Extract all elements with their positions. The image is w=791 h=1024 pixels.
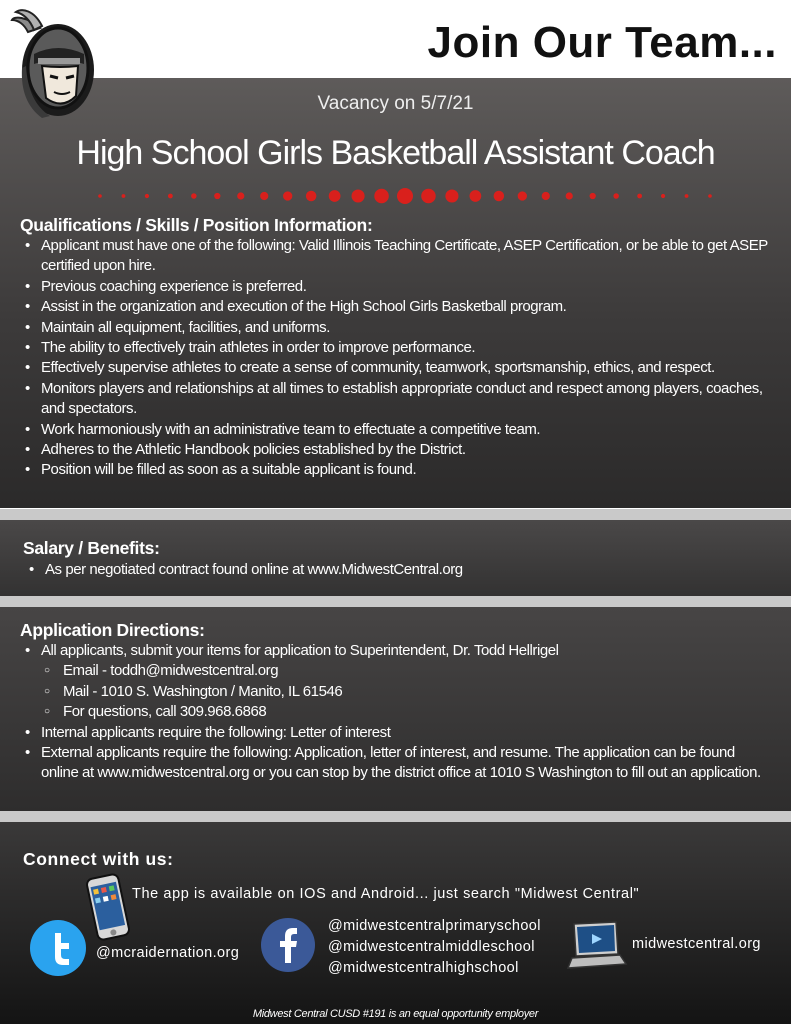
header: [0, 0, 791, 78]
list-item: • The ability to effectively train athletes in order to improve performance.: [20, 338, 770, 358]
list-item: • Position will be filled as soon as a suitable applicant is found.: [20, 460, 770, 480]
facebook-link[interactable]: [260, 917, 316, 973]
divider-dot: [518, 191, 527, 200]
list-item: • Internal applicants require the following: Letter of interest: [20, 723, 770, 743]
divider-dot: [168, 194, 173, 199]
divider-dot: [708, 194, 712, 198]
divider-dot: [566, 192, 573, 199]
divider-dot: [445, 189, 458, 202]
application-list: [20, 641, 770, 784]
list-item: • All applicants, submit your items for application to Superintendent, Dr. Todd Hellrigel: [20, 641, 770, 661]
email-contact: ○ Email - toddh@midwestcentral.org: [20, 661, 770, 681]
divider-dot: [306, 191, 316, 201]
divider-dot: [542, 192, 550, 200]
laptop-icon: [564, 920, 628, 972]
divider-dot: [661, 194, 665, 198]
page-title: Join Our Team...: [427, 18, 777, 67]
website-link[interactable]: midwestcentral.org: [632, 936, 761, 952]
footer-text: Midwest Central CUSD #191 is an equal opportunity employer: [252, 1008, 539, 1020]
divider-dot: [237, 192, 244, 199]
divider-dot: [122, 194, 126, 198]
facebook-handles: [328, 916, 541, 979]
divider-dot: [352, 189, 365, 202]
divider-dot: [470, 190, 482, 202]
section-divider: [0, 596, 791, 607]
phone-contact: ○ For questions, call 309.968.6868: [20, 702, 770, 722]
divider-dot: [98, 194, 102, 198]
divider-dot: [260, 192, 268, 200]
qualifications-heading: Qualifications / Skills / Position Information:: [20, 215, 373, 235]
facebook-handle: @midwestcentralmiddleschool: [328, 939, 535, 955]
knight-helmet-icon: [6, 6, 98, 122]
list-item: • Maintain all equipment, facilities, and uniforms.: [20, 318, 770, 338]
divider-dot: [283, 191, 292, 200]
divider-dot: [374, 189, 389, 204]
divider-dot: [685, 194, 689, 198]
divider-dot: [421, 189, 436, 204]
facebook-icon: [260, 917, 316, 973]
divider-dot: [329, 190, 341, 202]
twitter-link[interactable]: [29, 919, 87, 977]
divider-dot: [214, 193, 220, 199]
vacancy-date: Vacancy on 5/7/21: [317, 93, 474, 114]
dotted-divider: [0, 184, 791, 208]
facebook-handle: @midwestcentralprimaryschool: [328, 918, 541, 934]
list-item: • Work harmoniously with an administrative team to effectuate a competitive team.: [20, 420, 770, 440]
divider-dot: [637, 194, 642, 199]
twitter-handle: @mcraidernation.org: [96, 945, 240, 961]
list-item: • Previous coaching experience is preferred.: [20, 277, 770, 297]
salary-list: [24, 560, 774, 580]
list-item: • External applicants require the following: Application, letter of interest, and resume. The application can be found online at www.midwestcentral.org or you can stop by the district office at 1010 S Washington to fill out an application.: [20, 743, 770, 784]
list-item: • Monitors players and relationships at all times to establish appropriate conduct and respect among players, coaches, and spectators.: [20, 379, 770, 420]
divider-dot: [397, 188, 413, 204]
qualifications-list: [20, 236, 770, 481]
divider-dot: [494, 191, 504, 201]
smartphone-icon: [80, 872, 136, 942]
twitter-icon: [29, 919, 87, 977]
facebook-handle: @midwestcentralhighschool: [328, 960, 519, 976]
divider-dot: [613, 193, 618, 198]
list-item: • Adheres to the Athletic Handbook policies established by the District.: [20, 440, 770, 460]
section-divider: [0, 509, 791, 520]
app-availability-text: The app is available on IOS and Android... just search "Midwest Central": [132, 886, 640, 902]
salary-heading: Salary / Benefits:: [23, 538, 160, 558]
list-item: • Effectively supervise athletes to create a sense of community, teamwork, sportsmanship, ethics, and respect.: [20, 358, 770, 378]
divider-dot: [590, 193, 596, 199]
list-item: • Applicant must have one of the following: Valid Illinois Teaching Certificate, ASEP Certification, or be able to get ASEP certified upon hire.: [20, 236, 770, 277]
divider-dot: [191, 193, 196, 198]
job-title: High School Girls Basketball Assistant Coach: [76, 134, 715, 172]
application-heading: Application Directions:: [20, 620, 205, 640]
mail-contact: ○ Mail - 1010 S. Washington / Manito, IL 61546: [20, 682, 770, 702]
list-item: • Assist in the organization and execution of the High School Girls Basketball program.: [20, 297, 770, 317]
connect-heading: Connect with us:: [23, 849, 174, 869]
divider-dot: [145, 194, 149, 198]
list-item: • As per negotiated contract found online at www.MidwestCentral.org: [24, 560, 774, 580]
section-divider: [0, 811, 791, 822]
